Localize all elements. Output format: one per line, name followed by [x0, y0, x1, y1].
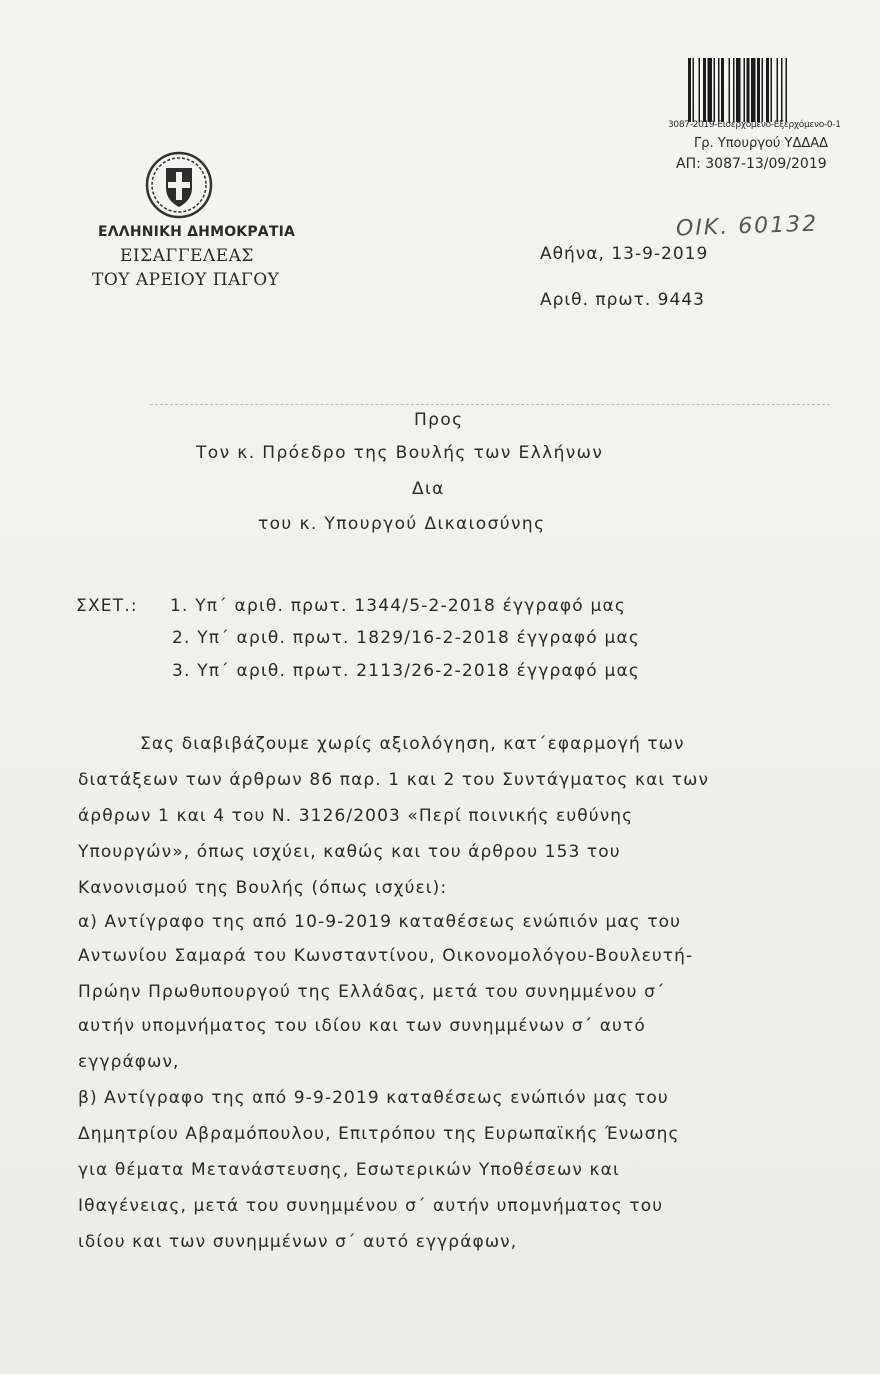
- body-line: α) Αντίγραφο της από 10-9-2019 καταθέσεως ενώπιόν μας του: [78, 912, 682, 932]
- body-line: ιδίου και των συνημμένων σ΄ αυτό εγγράφων,: [78, 1232, 518, 1252]
- reference-item: 3. Υπ΄ αριθ. πρωτ. 2113/26-2-2018 έγγραφό μας: [172, 661, 641, 681]
- via-addressee: του κ. Υπουργού Δικαιοσύνης: [258, 514, 546, 534]
- barcode: [688, 58, 816, 122]
- coat-of-arms-icon: [144, 150, 214, 220]
- body-line: άρθρων 1 και 4 του Ν. 3126/2003 «Περί ποινικής ευθύνης: [78, 806, 634, 826]
- body-line: Αντωνίου Σαμαρά του Κωνσταντίνου, Οικονομολόγου-Βουλευτή-: [78, 946, 694, 966]
- body-line: β) Αντίγραφο της από 9-9-2019 καταθέσεως ενώπιόν μας του: [78, 1088, 669, 1108]
- body-line: Ιθαγένειας, μετά του συνημμένου σ΄ αυτήν υπομνήματος του: [78, 1196, 664, 1216]
- via-label: Δια: [412, 479, 445, 499]
- references-label: ΣΧΕΤ.:: [76, 596, 138, 616]
- office-heading-line1: ΕΙΣΑΓΓΕΛΕΑΣ: [120, 246, 254, 266]
- registry-office: Γρ. Υπουργού ΥΔΔΑΔ: [694, 136, 829, 151]
- registry-number: ΑΠ: 3087-13/09/2019: [676, 156, 827, 172]
- body-line: Σας διαβιβάζουμε χωρίς αξιολόγηση, κατ΄εφαρμογή των: [140, 734, 685, 754]
- barcode-caption: 3087-2019-Εισερχόμενο-Εξερχόμενο-0-1: [668, 120, 841, 130]
- republic-heading: ΕΛΛΗΝΙΚΗ ΔΗΜΟΚΡΑΤΙΑ: [98, 224, 296, 240]
- to-label: Προς: [414, 410, 464, 430]
- divider: [150, 404, 830, 405]
- body-line: εγγράφων,: [78, 1052, 180, 1072]
- body-line: διατάξεων των άρθρων 86 παρ. 1 και 2 του Συντάγματος και των: [78, 770, 710, 790]
- body-line: Πρώην Πρωθυπουργού της Ελλάδας, μετά του συνημμένου σ΄: [78, 982, 666, 1002]
- handwritten-note: ΟΙΚ. 60132: [675, 211, 819, 242]
- body-line: Δημητρίου Αβραμόπουλου, Επιτρόπου της Ευρωπαϊκής Ένωσης: [78, 1124, 680, 1144]
- reference-item: 2. Υπ΄ αριθ. πρωτ. 1829/16-2-2018 έγγραφό μας: [172, 628, 641, 648]
- body-line: Υπουργών», όπως ισχύει, καθώς και του άρθρου 153 του: [78, 842, 621, 862]
- reference-item: 1. Υπ΄ αριθ. πρωτ. 1344/5-2-2018 έγγραφό μας: [170, 596, 627, 616]
- addressee: Τον κ. Πρόεδρο της Βουλής των Ελλήνων: [196, 443, 604, 463]
- office-heading-line2: ΤΟΥ ΑΡΕΙΟΥ ΠΑΓΟΥ: [92, 270, 280, 290]
- body-line: Κανονισμού της Βουλής (όπως ισχύει):: [78, 878, 448, 898]
- body-line: αυτήν υπομνήματος του ιδίου και των συνημμένων σ΄ αυτό: [78, 1016, 646, 1036]
- document-date: Αθήνα, 13-9-2019: [540, 244, 709, 264]
- protocol-number: Αριθ. πρωτ. 9443: [540, 290, 705, 310]
- body-line: για θέματα Μετανάστευσης, Εσωτερικών Υποθέσεων και: [78, 1160, 620, 1180]
